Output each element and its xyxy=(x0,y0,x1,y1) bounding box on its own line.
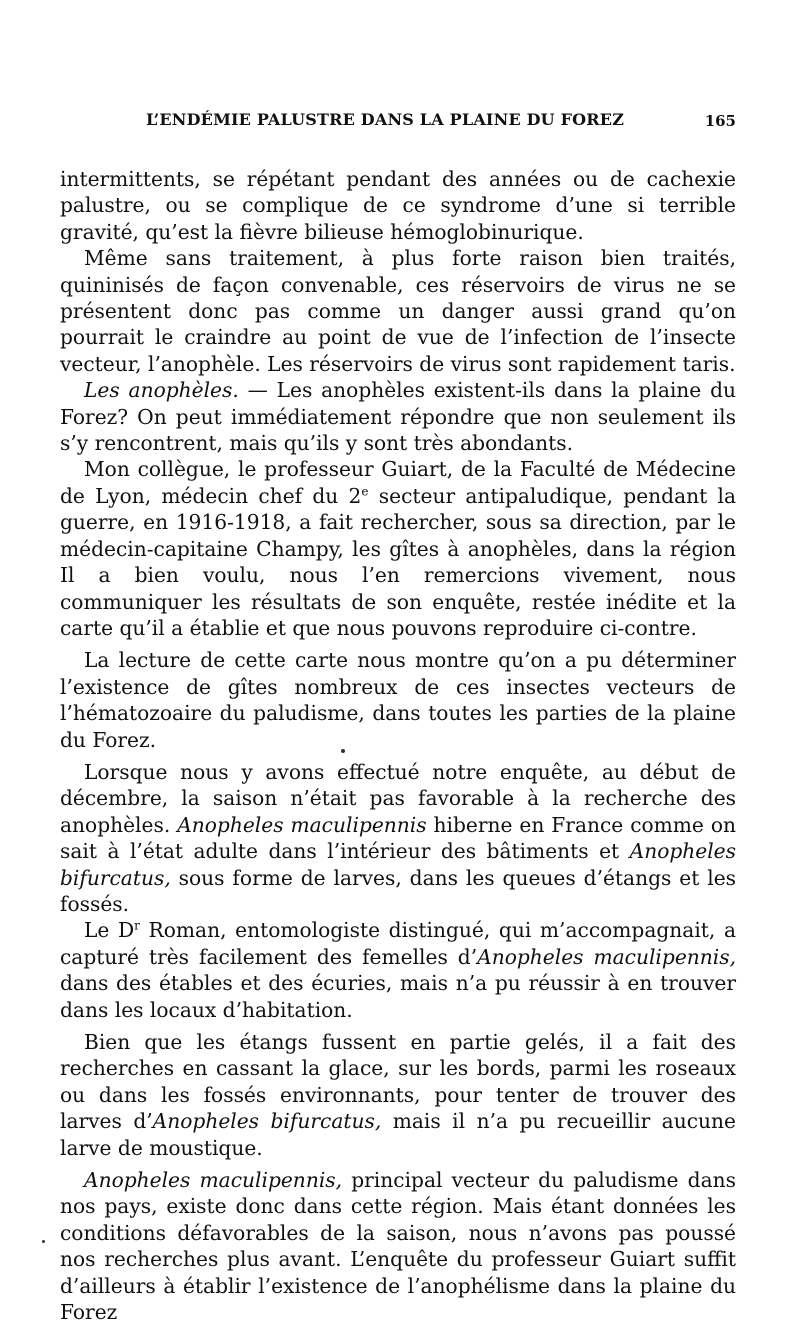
body-text xyxy=(60,166,736,1325)
print-speck-mark xyxy=(42,1240,45,1243)
page-header xyxy=(60,110,736,140)
paragraph-1: intermittents, se répétant pendant des années ou de cachexie palustre, ou se complique de ce syndrome d’une si terrible gravité, qu’est la fièvre bilieuse hémoglobinurique. xyxy=(60,167,736,244)
page-number: 165 xyxy=(704,112,736,130)
paragraph-9: Anopheles maculipennis, principal vecteur du paludisme dans nos pays, existe donc dans cette région. Mais étant données les conditions défavorables de la saison, nous n’avons pas poussé nos recherches plus avant. L’enquête du professeur Guiart suffit d’ailleurs à établir l’existence de l’anophélisme dans la plaine du Forez xyxy=(60,1168,737,1325)
paragraph-anopheles-heading: Les anophèles. — Les anophèles existent-ils dans la plaine du Forez? On peut immédiatement répondre que non seulement ils s’y rencontrent, mais qu’ils y sont très abondants. xyxy=(60,378,736,456)
running-title: L’ENDÉMIE PALUSTRE DANS LA PLAINE DU FOREZ xyxy=(146,110,625,129)
paragraph-5: La lecture de cette carte nous montre qu’on a pu déterminer l’existence de gîtes nombreux de ces insectes vecteurs de l’hématozoaire du paludisme, dans toutes les parties de la plaine du Forez. xyxy=(60,648,736,752)
paragraph-4: Mon collègue, le professeur Guiart, de la Faculté de Médecine de Lyon, médecin chef du 2e secteur antipaludique, pendant la guerre, en 1916-1918, a fait rechercher, sous sa direction, par le médecin-capitaine Champy, les gîtes à anophèles, dans la région Il a bien voulu, nous l’en remercions vivement, nous communiquer les résultats de son enquête, restée inédite et la carte qu’il a établie et que nous pouvons reproduire ci-contre. xyxy=(60,457,736,640)
paragraph-6: Lorsque nous y avons effectué notre enquête, au début de décembre, la saison n’était pas favorable à la recherche des anophèles. Anopheles maculipennis hiberne en France comme on sait à l’état adulte dans l’intérieur des bâtiments et Anopheles bifurcatus, sous forme de larves, dans les queues d’étangs et les fossés. xyxy=(60,759,736,916)
section-heading: Les anophèles. xyxy=(84,378,239,403)
print-speck-mark xyxy=(341,749,345,753)
document-page xyxy=(60,110,736,1325)
paragraph-8: Bien que les étangs fussent en partie gelés, il a fait des recherches en cassant la glace, sur les bords, parmi les roseaux ou dans les fossés environnants, pour tenter de trouver des larves d’Anopheles bifurcatus, mais il n’a pu recueillir aucune larve de moustique. xyxy=(60,1030,736,1160)
paragraph-7: Le $D^r$ Roman, entomologiste distingué, qui m’accompagnait, a capturé très facilement des femelles d’Anopheles maculipennis, dans des étables et des écuries, mais n’a pu réussir à en trouver dans les locaux d’habitation. xyxy=(60,918,736,1022)
paragraph-2: Même sans traitement, à plus forte raison bien traités, quininisés de façon convenable, ces réservoirs de virus ne se présentent donc pas comme un danger aussi grand qu’on pourrait le craindre au point de vue de l’infection de l’insecte vecteur, l’anophèle. Les réservoirs de virus sont rapidement taris. xyxy=(60,246,736,376)
